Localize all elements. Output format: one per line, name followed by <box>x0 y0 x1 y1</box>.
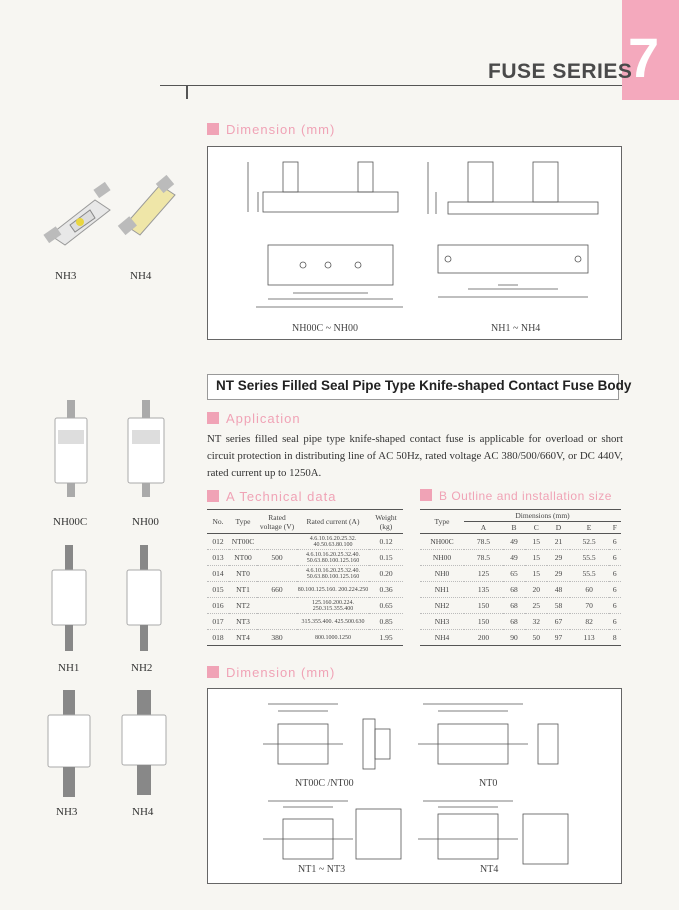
header-rule <box>160 85 622 86</box>
table-cell: 1.95 <box>369 630 403 646</box>
table-cell: 315.355.400. 425.500.630 <box>297 614 369 630</box>
nh3-nh4-base-photo <box>40 170 180 260</box>
table-cell: 6 <box>609 550 621 566</box>
table-row <box>420 614 621 630</box>
table-cell: 150 <box>464 614 503 630</box>
table-cell: 29 <box>547 566 569 582</box>
table-cell: NT00C <box>229 534 257 550</box>
table-cell: 15 <box>525 566 547 582</box>
fuse-drawings <box>208 689 621 883</box>
table-row <box>420 598 621 614</box>
section-marker-icon <box>207 412 219 424</box>
table-row <box>207 550 403 566</box>
section-outline <box>420 489 612 503</box>
photo-label: NH4 <box>132 806 154 818</box>
table-row <box>207 566 403 582</box>
table-row <box>207 630 403 646</box>
table-cell: NH1 <box>420 582 464 598</box>
table-cell: 60 <box>570 582 609 598</box>
header-tick <box>186 85 188 99</box>
table-header: Type <box>420 510 464 534</box>
chapter-tab <box>622 0 679 100</box>
photo-label: NH4 <box>130 270 152 282</box>
table-cell: 49 <box>503 534 525 550</box>
table-header: E <box>570 522 609 534</box>
table-cell: 68 <box>503 598 525 614</box>
table-cell: 67 <box>547 614 569 630</box>
table-cell: 6 <box>609 566 621 582</box>
table-cell <box>257 534 297 550</box>
section-dimension-top <box>207 122 335 137</box>
table-cell: 012 <box>207 534 229 550</box>
nh1-nh2-photo <box>40 545 180 655</box>
table-row <box>420 550 621 566</box>
product-heading <box>207 374 632 400</box>
section-marker-icon <box>207 666 219 678</box>
table-cell: 21 <box>547 534 569 550</box>
table-cell: 200 <box>464 630 503 646</box>
table-cell: NT0 <box>229 566 257 582</box>
table-cell: 97 <box>547 630 569 646</box>
table-header: C <box>525 522 547 534</box>
table-cell: 29 <box>547 550 569 566</box>
table-cell: 800.1000.1250 <box>297 630 369 646</box>
table-header: A <box>464 522 503 534</box>
table-cell: 70 <box>570 598 609 614</box>
table-cell: 0.15 <box>369 550 403 566</box>
table-row <box>420 534 621 550</box>
drawing-caption: NT1 ~ NT3 <box>298 864 346 875</box>
photo-label: NH00 <box>132 516 159 528</box>
chapter-number: 7 <box>628 26 660 89</box>
table-cell: 6 <box>609 598 621 614</box>
table-header: Weight (kg) <box>369 510 403 534</box>
application-paragraph: NT series filled seal pipe type knife-shaped contact fuse is applicable for overload or short circuit protection in distributing line of AC 50Hz, rated voltage AC 380/500/660V, or DC 440V, rated current up to 1250A. <box>207 433 623 479</box>
table-cell: 68 <box>503 582 525 598</box>
table-cell: 135 <box>464 582 503 598</box>
table-cell: NH00C <box>420 534 464 550</box>
table-cell: 55.5 <box>570 566 609 582</box>
table-cell: NT2 <box>229 598 257 614</box>
nh3-nh4-fuse-photo <box>40 690 180 800</box>
dimension-drawing-top <box>207 146 622 340</box>
section-technical <box>207 489 336 504</box>
table-cell: 8 <box>609 630 621 646</box>
table-cell: 4.6.10.16.20.25.32.40. 50.63.80.100.125.160 <box>297 550 369 566</box>
table-cell: 017 <box>207 614 229 630</box>
photo-label: NH1 <box>58 662 80 674</box>
table-header: F <box>609 522 621 534</box>
section-title: Dimension (mm) <box>226 122 336 137</box>
table-cell: 65 <box>503 566 525 582</box>
photo-label: NH2 <box>131 662 153 674</box>
table-cell: 014 <box>207 566 229 582</box>
drawing-caption: NT0 <box>479 778 498 789</box>
table-cell: NH2 <box>420 598 464 614</box>
table-row <box>420 582 621 598</box>
table-cell: 25 <box>525 598 547 614</box>
section-application <box>207 411 301 426</box>
table-cell: 500 <box>257 550 297 566</box>
table-cell: 52.5 <box>570 534 609 550</box>
table-cell: 4.6.10.16.20.25.32.40. 50.63.80.100.125.160 <box>297 566 369 582</box>
nh4-base-image <box>118 175 175 235</box>
table-header: No. <box>207 510 229 534</box>
technical-data-table <box>207 509 403 646</box>
table-cell: 15 <box>525 534 547 550</box>
table-cell: NH00 <box>420 550 464 566</box>
table-cell: 380 <box>257 630 297 646</box>
photo-label: NH00C <box>53 516 88 528</box>
table-cell: 78.5 <box>464 534 503 550</box>
table-row <box>207 614 403 630</box>
table-row <box>207 534 403 550</box>
table-cell: 58 <box>547 598 569 614</box>
table-header: Rated voltage (V) <box>257 510 297 534</box>
table-cell: 660 <box>257 582 297 598</box>
section-title: A Technical data <box>226 489 337 504</box>
table-cell: 6 <box>609 614 621 630</box>
table-cell: 013 <box>207 550 229 566</box>
nh00c-nh00-photo <box>40 400 180 500</box>
table-cell: NT00 <box>229 550 257 566</box>
table-cell: NH0 <box>420 566 464 582</box>
section-title: B Outline and installation size <box>439 489 612 503</box>
table-cell: 90 <box>503 630 525 646</box>
table-cell: 78.5 <box>464 550 503 566</box>
series-title: FUSE SERIES <box>488 60 633 83</box>
table-header: D <box>547 522 569 534</box>
drawing-caption: NT4 <box>480 864 499 875</box>
photo-label: NH3 <box>55 270 77 282</box>
base-drawings <box>208 147 621 339</box>
table-cell <box>257 614 297 630</box>
table-header: Type <box>229 510 257 534</box>
table-cell: 49 <box>503 550 525 566</box>
table-cell: NH3 <box>420 614 464 630</box>
table-cell: 125 <box>464 566 503 582</box>
table-cell: 50 <box>525 630 547 646</box>
table-row <box>207 582 403 598</box>
section-title: Application <box>226 411 301 426</box>
table-cell: NT3 <box>229 614 257 630</box>
table-cell: 0.85 <box>369 614 403 630</box>
table-cell: 82 <box>570 614 609 630</box>
outline-size-table <box>420 509 621 646</box>
photo-label: NH3 <box>56 806 78 818</box>
table-cell: 0.12 <box>369 534 403 550</box>
section-title: Dimension (mm) <box>226 665 336 680</box>
table-cell: NT4 <box>229 630 257 646</box>
table-cell: 0.20 <box>369 566 403 582</box>
drawing-caption: NT00C /NT00 <box>295 778 354 789</box>
dimension-drawing-bottom <box>207 688 622 884</box>
table-cell: 4.6.10.16.20.25.32. 40.50.63.80.100 <box>297 534 369 550</box>
section-marker-icon <box>207 123 219 135</box>
table-cell <box>257 566 297 582</box>
nh3-base-image <box>43 182 110 245</box>
table-cell: 016 <box>207 598 229 614</box>
table-cell: 68 <box>503 614 525 630</box>
table-cell: NH4 <box>420 630 464 646</box>
table-cell: 48 <box>547 582 569 598</box>
table-row <box>420 630 621 646</box>
table-cell: NT1 <box>229 582 257 598</box>
product-title: NT Series Filled Seal Pipe Type Knife-shaped Contact Fuse Body <box>216 378 632 393</box>
table-cell: 015 <box>207 582 229 598</box>
drawing-caption: NH00C ~ NH00 <box>292 323 358 334</box>
table-header: Rated current (A) <box>297 510 369 534</box>
table-cell: 80.100.125.160. 200.224.250 <box>297 582 369 598</box>
section-marker-icon <box>207 490 219 502</box>
table-cell: 018 <box>207 630 229 646</box>
drawing-caption: NH1 ~ NH4 <box>491 323 541 334</box>
table-cell: 150 <box>464 598 503 614</box>
table-cell: 55.5 <box>570 550 609 566</box>
table-cell: 0.36 <box>369 582 403 598</box>
table-cell: 6 <box>609 534 621 550</box>
table-cell: 6 <box>609 582 621 598</box>
table-header: B <box>503 522 525 534</box>
section-dimension-bottom <box>207 665 335 680</box>
table-cell: 0.65 <box>369 598 403 614</box>
table-row <box>420 566 621 582</box>
table-cell: 20 <box>525 582 547 598</box>
section-marker-icon <box>420 489 432 501</box>
table-cell: 113 <box>570 630 609 646</box>
table-cell: 15 <box>525 550 547 566</box>
table-cell <box>257 598 297 614</box>
table-header: Dimensions (mm) <box>464 510 621 522</box>
table-cell: 125.160.200.224. 250.315.355.400 <box>297 598 369 614</box>
table-cell: 32 <box>525 614 547 630</box>
table-row <box>207 598 403 614</box>
